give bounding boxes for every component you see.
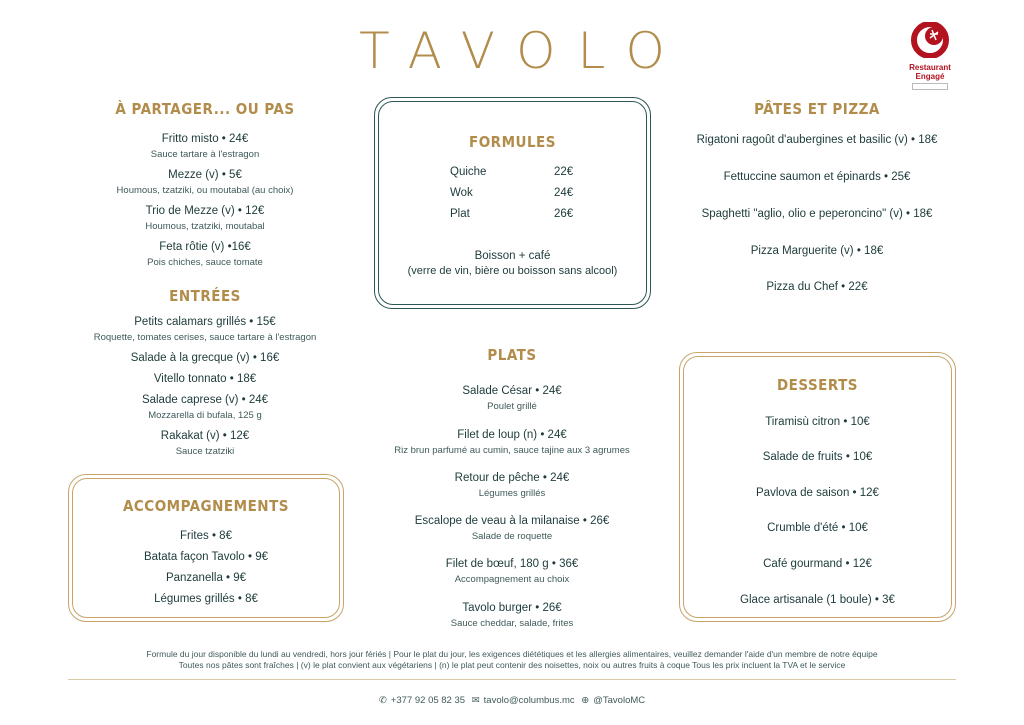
menu-item: Panzanella • 9€	[165, 572, 247, 584]
menu-item-desc: Sauce tzatziki	[175, 446, 235, 457]
section-heading-formules: FORMULES	[468, 133, 556, 151]
menu-item: Filet de bœuf, 180 g • 36€	[445, 558, 579, 570]
section-heading-accompagnements: ACCOMPAGNEMENTS	[122, 497, 290, 515]
globe-icon: ⊕	[581, 695, 590, 706]
badge-line1: Restaurant	[909, 63, 951, 72]
badge-label	[912, 83, 948, 90]
menu-item: Mezze (v) • 5€	[168, 169, 242, 181]
menu-item: Filet de loup (n) • 24€	[457, 429, 567, 441]
menu-item: Salade César • 24€	[462, 385, 562, 397]
menu-item: Glace artisanale (1 boule) • 3€	[740, 594, 895, 606]
section-heading-entrees: ENTRÉES	[169, 287, 241, 305]
section-heading-partager: À PARTAGER... OU PAS	[115, 100, 295, 118]
section-heading-pates: PÂTES ET PIZZA	[754, 100, 880, 118]
menu-item-desc: Houmous, tzatziki, ou moutabal (au choix)	[116, 185, 294, 196]
menu-item: Légumes grillés • 8€	[154, 593, 258, 605]
menu-item: Salade de fruits • 10€	[762, 451, 873, 463]
menu-item: Trio de Mezze (v) • 12€	[145, 205, 265, 217]
menu-item: Retour de pêche • 24€	[454, 472, 570, 484]
menu-item: Vitello tonnato • 18€	[153, 373, 257, 385]
formule-extra: Boisson + café	[474, 250, 551, 262]
formule-price: 26€	[554, 208, 574, 220]
leaf-circle-icon	[910, 22, 950, 58]
menu-item: Fritto misto • 24€	[161, 133, 249, 145]
section-heading-desserts: DESSERTS	[776, 376, 859, 394]
menu-item-desc: Riz brun parfumé au cumin, sauce tajine aux 3 agrumes	[394, 445, 630, 456]
menu-item: Pizza du Chef • 22€	[766, 281, 868, 293]
menu-item-desc: Accompagnement au choix	[454, 574, 570, 585]
footer-note-2: Toutes nos pâtes sont fraîches | (v) le plat convient aux végétariens | (n) le plat peut contenir des noisettes, noix ou autres fruits à coque Tous les prix incluent la TVA et le service	[178, 660, 846, 670]
menu-item: Crumble d'été • 10€	[767, 522, 868, 534]
contact-email[interactable]: tavolo@columbus.mc	[483, 695, 575, 706]
menu-item-desc: Sauce cheddar, salade, frites	[450, 618, 574, 629]
formule-label: Plat	[450, 208, 470, 220]
phone-icon: ✆	[378, 695, 387, 706]
menu-item: Fettuccine saumon et épinards • 25€	[723, 171, 911, 183]
formule-price: 22€	[554, 166, 574, 178]
contact-bar	[0, 695, 1024, 706]
menu-item-desc: Poulet grillé	[487, 401, 537, 412]
contact-social[interactable]: @TavoloMC	[593, 695, 646, 706]
restaurant-title: TAVOLO	[359, 22, 687, 80]
menu-item: Rakakat (v) • 12€	[160, 430, 250, 442]
menu-item: Café gourmand • 12€	[763, 558, 872, 570]
menu-item-desc: Légumes grillés	[478, 488, 546, 499]
menu-item: Salade caprese (v) • 24€	[141, 394, 269, 406]
menu-item-desc: Sauce tartare à l'estragon	[150, 149, 260, 160]
menu-item: Rigatoni ragoût d'aubergines et basilic (v) • 18€	[696, 134, 938, 146]
formules-frame	[374, 97, 651, 309]
menu-item: Batata façon Tavolo • 9€	[143, 551, 268, 563]
menu-item-desc: Salade de roquette	[471, 531, 553, 542]
menu-item: Frites • 8€	[180, 530, 232, 542]
restaurant-engage-badge	[900, 22, 960, 96]
menu-item: Pavlova de saison • 12€	[756, 487, 879, 499]
menu-item: Salade à la grecque (v) • 16€	[130, 352, 280, 364]
email-icon: ✉	[471, 695, 480, 706]
menu-item: Pizza Marguerite (v) • 18€	[750, 245, 884, 257]
menu-item: Petits calamars grillés • 15€	[134, 316, 276, 328]
menu-item: Escalope de veau à la milanaise • 26€	[414, 515, 610, 527]
menu-item: Feta rôtie (v) •16€	[159, 241, 251, 253]
menu-item: Spaghetti "aglio, olio e peperoncino" (v) • 18€	[701, 208, 933, 220]
menu-item: Tavolo burger • 26€	[462, 602, 562, 614]
contact-phone[interactable]: +377 92 05 82 35	[390, 695, 466, 706]
section-heading-plats: PLATS	[487, 346, 537, 364]
badge-line2: Engagé	[915, 72, 945, 81]
formule-price: 24€	[554, 187, 574, 199]
footer-divider	[68, 679, 956, 680]
menu-item-desc: Roquette, tomates cerises, sauce tartare à l'estragon	[93, 332, 317, 343]
menu-item-desc: Pois chiches, sauce tomate	[147, 257, 263, 268]
menu-item-desc: Mozzarella di bufala, 125 g	[148, 410, 262, 421]
menu-item-desc: Houmous, tzatziki, moutabal	[145, 221, 265, 232]
menu-item: Tiramisù citron • 10€	[765, 416, 870, 428]
formule-label: Wok	[450, 187, 473, 199]
footer-note-1: Formule du jour disponible du lundi au vendredi, hors jour fériés | Pour le plat du jour, les exigences diététiques et les allergies alimentaires, veuillez demander l'aide d'un membre de notre équipe	[146, 649, 878, 659]
formule-extra-desc: (verre de vin, bière ou boisson sans alcool)	[407, 265, 618, 277]
formule-label: Quiche	[450, 166, 487, 178]
